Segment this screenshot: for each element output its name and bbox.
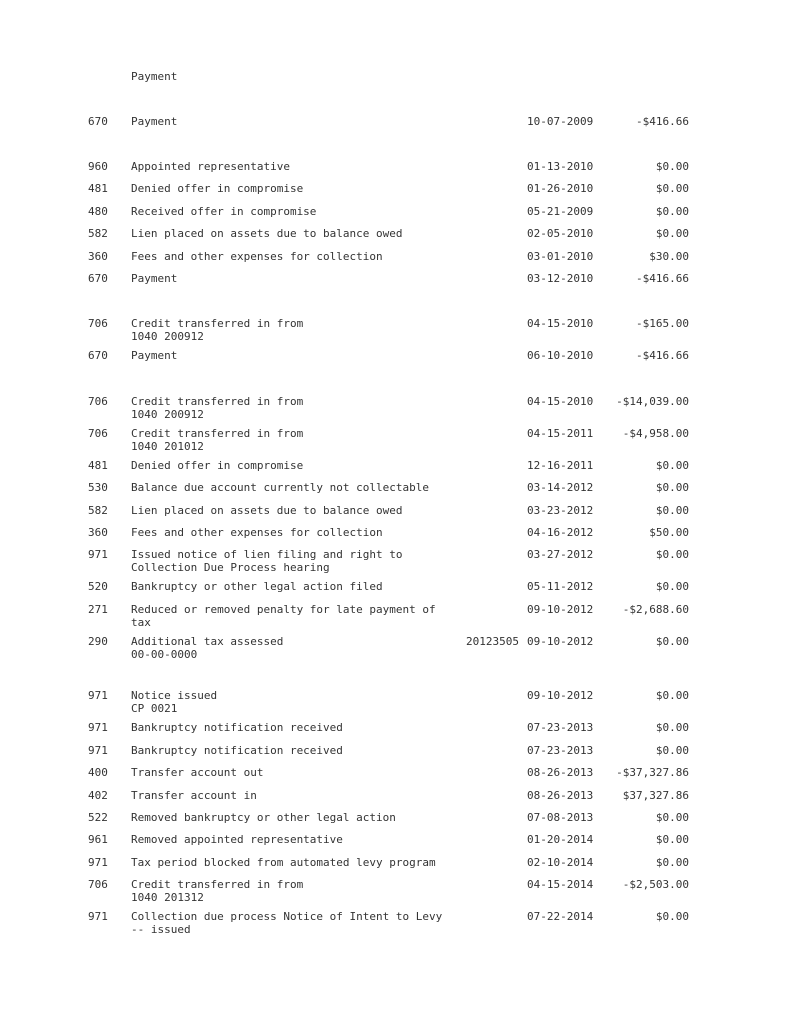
transaction-description: Appointed representative: [131, 160, 290, 173]
transaction-amount: $50.00: [649, 526, 689, 539]
transaction-explanation: [131, 160, 290, 173]
transaction-explanation: [131, 744, 343, 757]
transaction-code: 706: [88, 427, 108, 440]
transaction-amount: $0.00: [655, 205, 689, 218]
transaction-explanation: [131, 115, 177, 128]
transaction-explanation: [131, 811, 396, 824]
transaction-date: 03-23-2012: [527, 504, 594, 517]
transaction-explanation: [131, 317, 303, 343]
transaction-description-detail: Collection Due Process hearing: [131, 561, 330, 574]
transaction-amount: $0.00: [655, 689, 689, 702]
transaction-explanation: [131, 349, 177, 362]
transaction-description: Reduced or removed penalty for late payment of: [131, 603, 436, 616]
transaction-explanation: [131, 182, 303, 195]
transaction-amount: $30.00: [649, 250, 689, 263]
transaction-explanation: [131, 459, 303, 472]
transaction-amount: $0.00: [655, 548, 689, 561]
transaction-date: 07-22-2014: [527, 910, 594, 923]
transaction-date: 09-10-2012: [527, 689, 594, 702]
transaction-description-detail: 1040 200912: [131, 408, 204, 421]
transaction-explanation: [131, 205, 316, 218]
transaction-explanation: [131, 910, 442, 936]
transaction-description-detail: 1040 200912: [131, 330, 204, 343]
transaction-explanation: [131, 766, 263, 779]
transaction-description: Transfer account in: [131, 789, 257, 802]
transaction-description: Tax period blocked from automated levy program: [131, 856, 436, 869]
transaction-amount: $0.00: [655, 910, 689, 923]
transaction-date: 04-15-2010: [527, 317, 594, 330]
transaction-description: Credit transferred in from: [131, 427, 304, 440]
transaction-explanation: [131, 272, 177, 285]
transaction-amount: -$37,327.86: [616, 766, 689, 779]
transaction-explanation: [131, 689, 217, 715]
transaction-date: 03-27-2012: [527, 548, 594, 561]
transaction-description-detail: 1040 201012: [131, 440, 204, 453]
transaction-amount: $0.00: [655, 182, 689, 195]
transaction-code: 971: [88, 689, 108, 702]
transaction-description-detail: tax: [131, 616, 151, 629]
transaction-description: Lien placed on assets due to balance owed: [131, 227, 403, 240]
transaction-description: Received offer in compromise: [131, 205, 317, 218]
transaction-explanation: [131, 580, 383, 593]
transaction-amount: -$416.66: [636, 115, 689, 128]
transaction-amount: -$14,039.00: [616, 395, 689, 408]
transaction-date: 04-15-2014: [527, 878, 594, 891]
transaction-explanation: [131, 603, 436, 629]
transaction-description: Denied offer in compromise: [131, 182, 304, 195]
transaction-description: Credit transferred in from: [131, 317, 304, 330]
transaction-code: 360: [88, 250, 108, 263]
transaction-date: 04-16-2012: [527, 526, 594, 539]
transaction-explanation: [131, 833, 343, 846]
transaction-code: 400: [88, 766, 108, 779]
transaction-amount: -$416.66: [636, 349, 689, 362]
transaction-explanation: [131, 526, 383, 539]
transaction-description: Payment: [131, 115, 178, 128]
transaction-date: 09-10-2012: [527, 603, 594, 616]
transaction-amount: -$416.66: [636, 272, 689, 285]
transaction-code: 670: [88, 115, 108, 128]
transaction-code: 520: [88, 580, 108, 593]
transaction-date: 01-26-2010: [527, 182, 594, 195]
transaction-date: 03-01-2010: [527, 250, 594, 263]
transaction-date: 09-10-2012: [527, 635, 594, 648]
transaction-date: 02-10-2014: [527, 856, 594, 869]
transaction-description: Bankruptcy or other legal action filed: [131, 580, 383, 593]
transaction-explanation: [131, 635, 283, 661]
transaction-description: Removed appointed representative: [131, 833, 343, 846]
transaction-amount: $0.00: [655, 833, 689, 846]
transaction-description: Removed bankruptcy or other legal action: [131, 811, 396, 824]
transaction-amount: -$165.00: [636, 317, 689, 330]
transaction-code: 360: [88, 526, 108, 539]
transaction-code: 706: [88, 317, 108, 330]
transaction-amount: $0.00: [655, 721, 689, 734]
transaction-date: 01-20-2014: [527, 833, 594, 846]
transaction-date: 04-15-2010: [527, 395, 594, 408]
transaction-date: 03-12-2010: [527, 272, 594, 285]
transaction-code: 271: [88, 603, 108, 616]
transaction-description: Additional tax assessed: [131, 635, 284, 648]
transaction-code: 971: [88, 548, 108, 561]
transaction-description: Transfer account out: [131, 766, 264, 779]
transaction-code: 960: [88, 160, 108, 173]
transaction-description: Payment: [131, 272, 178, 285]
transaction-code: 481: [88, 182, 108, 195]
transaction-amount: $0.00: [655, 856, 689, 869]
transaction-code: 971: [88, 744, 108, 757]
transaction-description-detail: CP 0021: [131, 702, 178, 715]
transaction-description: Balance due account currently not collectable: [131, 481, 430, 494]
transaction-code: 402: [88, 789, 108, 802]
transaction-description: Bankruptcy notification received: [131, 744, 343, 757]
transaction-code: 481: [88, 459, 108, 472]
transaction-description: Fees and other expenses for collection: [131, 526, 383, 539]
transaction-date: 07-08-2013: [527, 811, 594, 824]
transaction-explanation: [131, 427, 303, 453]
transaction-date: 06-10-2010: [527, 349, 594, 362]
transaction-code: 706: [88, 878, 108, 891]
transaction-explanation: [131, 504, 403, 517]
transaction-description: Credit transferred in from: [131, 395, 304, 408]
transaction-description-detail: 1040 201312: [131, 891, 204, 904]
transaction-description-detail: -- issued: [131, 923, 191, 936]
transaction-code: 290: [88, 635, 108, 648]
transaction-amount: $0.00: [655, 227, 689, 240]
transaction-explanation: [131, 721, 343, 734]
transaction-amount: $37,327.86: [622, 789, 689, 802]
transaction-cycle: 20123505: [466, 635, 519, 648]
transaction-description: Collection due process Notice of Intent to Levy: [131, 910, 443, 923]
transaction-explanation: [131, 548, 403, 574]
transaction-explanation: [131, 878, 303, 904]
transaction-description: Denied offer in compromise: [131, 459, 304, 472]
transaction-date: 12-16-2011: [527, 459, 594, 472]
transaction-amount: -$2,503.00: [622, 878, 689, 891]
transaction-amount: $0.00: [655, 580, 689, 593]
transaction-date: 03-14-2012: [527, 481, 594, 494]
transaction-description: Lien placed on assets due to balance owed: [131, 504, 403, 517]
transaction-code: 706: [88, 395, 108, 408]
transaction-description: Bankruptcy notification received: [131, 721, 343, 734]
transaction-amount: $0.00: [655, 811, 689, 824]
transaction-code: 961: [88, 833, 108, 846]
transaction-date: 05-11-2012: [527, 580, 594, 593]
transaction-description: Notice issued: [131, 689, 218, 702]
transaction-date: 01-13-2010: [527, 160, 594, 173]
transaction-amount: $0.00: [655, 459, 689, 472]
header-fragment: Payment: [131, 70, 178, 83]
transaction-code: 971: [88, 910, 108, 923]
transaction-code: 582: [88, 504, 108, 517]
transaction-amount: -$2,688.60: [622, 603, 689, 616]
transaction-date: 10-07-2009: [527, 115, 594, 128]
transaction-description: Fees and other expenses for collection: [131, 250, 383, 263]
transaction-date: 04-15-2011: [527, 427, 594, 440]
transaction-code: 670: [88, 272, 108, 285]
transaction-date: 07-23-2013: [527, 721, 594, 734]
transaction-explanation: [131, 250, 383, 263]
transaction-date: 08-26-2013: [527, 789, 594, 802]
transaction-description: Issued notice of lien filing and right to: [131, 548, 403, 561]
transaction-description: Credit transferred in from: [131, 878, 304, 891]
transaction-code: 522: [88, 811, 108, 824]
transaction-date: 08-26-2013: [527, 766, 594, 779]
transaction-amount: -$4,958.00: [622, 427, 689, 440]
transaction-code: 971: [88, 721, 108, 734]
transaction-code: 480: [88, 205, 108, 218]
transaction-explanation: [131, 789, 257, 802]
transaction-code: 582: [88, 227, 108, 240]
transaction-date: 05-21-2009: [527, 205, 594, 218]
transaction-amount: $0.00: [655, 160, 689, 173]
transaction-explanation: [131, 395, 303, 421]
transaction-amount: $0.00: [655, 481, 689, 494]
transaction-explanation: [131, 856, 436, 869]
transaction-amount: $0.00: [655, 635, 689, 648]
transaction-date: 07-23-2013: [527, 744, 594, 757]
transaction-code: 670: [88, 349, 108, 362]
transaction-description: Payment: [131, 349, 178, 362]
transaction-amount: $0.00: [655, 504, 689, 517]
transaction-amount: $0.00: [655, 744, 689, 757]
transaction-code: 530: [88, 481, 108, 494]
transaction-code: 971: [88, 856, 108, 869]
transaction-date: 02-05-2010: [527, 227, 594, 240]
transaction-description-detail: 00-00-0000: [131, 648, 198, 661]
transaction-explanation: [131, 227, 403, 240]
transaction-explanation: [131, 481, 429, 494]
